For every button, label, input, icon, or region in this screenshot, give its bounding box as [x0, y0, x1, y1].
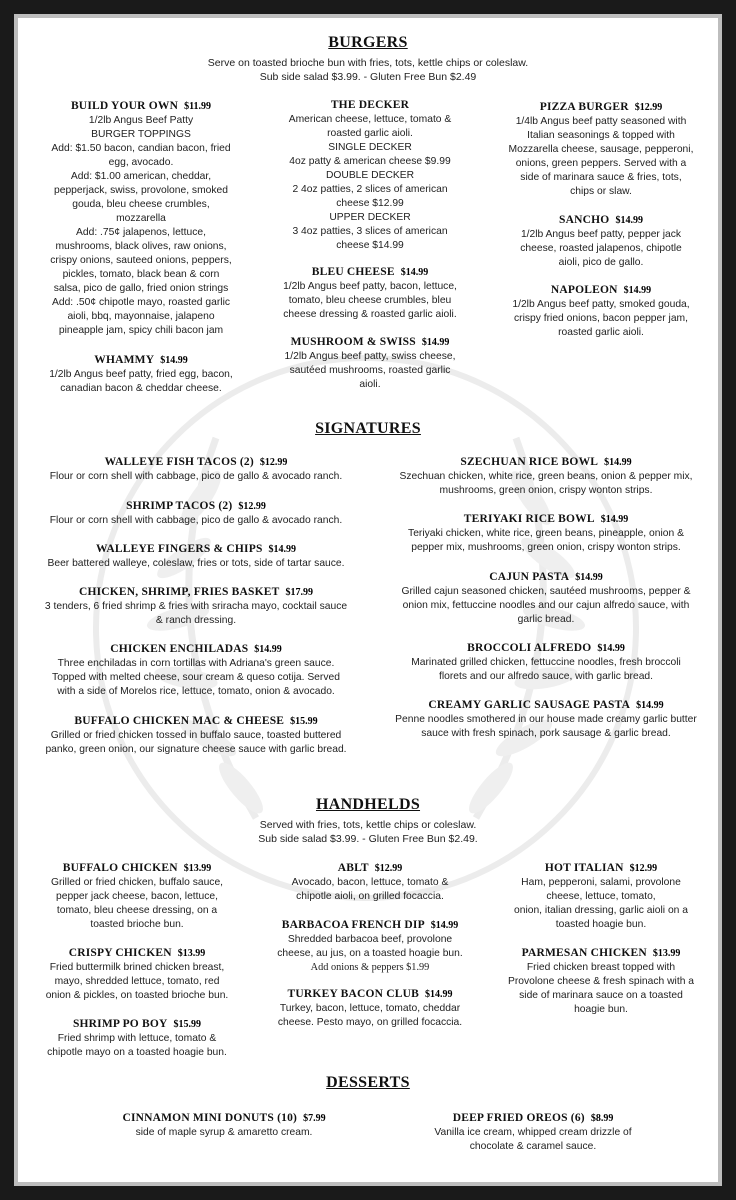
- item-desc-line: aioli.: [359, 379, 381, 390]
- item-desc-line: 3 tenders, 6 fried shrimp & fries with sriracha mayo, cocktail sauce: [44, 601, 348, 612]
- item-name: WALLEYE FINGERS & CHIPS: [95, 543, 263, 555]
- item-price: $7.99: [303, 1113, 326, 1124]
- item-desc-line: sauce with fresh spinach, pork sausage & garlic bread.: [421, 728, 671, 739]
- menu-item-parmesan-chicken: [484, 943, 718, 1017]
- item-desc-line: chips or slaw.: [570, 186, 632, 197]
- item-name: WHAMMY: [94, 354, 155, 366]
- item-name: CHICKEN ENCHILADAS: [110, 643, 249, 655]
- item-desc-line: cheese, au jus, on a toasted hoagie bun.: [277, 948, 463, 959]
- menu-item-walleye-fingers: [26, 539, 366, 571]
- item-desc-line: Grilled or fried chicken tossed in buffalo sauce, toasted buttered: [50, 730, 342, 741]
- item-name: PARMESAN CHICKEN: [521, 947, 647, 959]
- menu-item-the-decker: [254, 95, 486, 253]
- item-name: MUSHROOM & SWISS: [290, 336, 416, 348]
- item-desc-line: canadian bacon & cheddar cheese.: [60, 383, 222, 394]
- add-on-price: Add: $1.00: [70, 171, 121, 182]
- item-desc-line: 1/2lb Angus beef patty, smoked gouda,: [512, 299, 690, 310]
- item-desc-line: Topped with melted cheese, sour cream & queso cotija. Served: [52, 672, 340, 683]
- item-name: THE DECKER: [330, 99, 410, 111]
- item-desc-line: & ranch dressing.: [155, 615, 237, 626]
- item-desc-line: Fried shrimp with lettuce, tomato &: [57, 1033, 217, 1044]
- item-desc-line: mozzarella: [116, 213, 166, 224]
- item-price: $14.99: [421, 337, 450, 348]
- menu-item-broccoli-alfredo: [374, 638, 718, 684]
- item-name: SHRIMP TACOS (2): [126, 500, 233, 512]
- item-desc-line: Marinated grilled chicken, fettuccine noodles, fresh broccoli: [411, 657, 681, 668]
- item-price: $17.99: [285, 587, 314, 598]
- item-desc-line: Italian seasonings & topped with: [527, 130, 675, 141]
- item-desc-line: Beer battered walleye, coleslaw, fries or tots, side of tartar sauce.: [47, 558, 345, 569]
- item-desc-line: crispy fried onions, bacon pepper jam,: [514, 313, 688, 324]
- item-desc-line: chocolate & caramel sauce.: [469, 1141, 597, 1152]
- item-desc-line: side of marinara sauce on a toasted: [519, 990, 683, 1001]
- item-desc-line: hoagie bun.: [574, 1004, 628, 1015]
- item-desc-line: chipotle mayo on a toasted hoagie bun.: [47, 1047, 227, 1058]
- item-desc-line: toasted brioche bun.: [90, 919, 184, 930]
- item-desc-line: american, cheddar,: [120, 171, 212, 182]
- item-desc-line: Turkey, bacon, lettuce, tomato, cheddar: [279, 1003, 461, 1014]
- menu-item-hot-italian: [484, 858, 718, 932]
- item-desc-line: onion & pickles, on toasted brioche bun.: [45, 990, 229, 1001]
- burgers-intro-line-2: Sub side salad $3.99. - Gluten Free Bun $2.49: [259, 71, 477, 83]
- add-on-price: Add: .75¢: [76, 227, 121, 238]
- item-price: $14.99: [623, 285, 652, 296]
- item-name: SANCHO: [559, 214, 610, 226]
- item-desc-line: cheese, lettuce, tomato,: [546, 891, 656, 902]
- item-name: BROCCOLI ALFREDO: [467, 642, 592, 654]
- menu-item-cajun-pasta: [374, 567, 718, 627]
- item-price: $12.99: [238, 501, 266, 512]
- item-price: $14.99: [597, 643, 625, 654]
- item-desc-line: garlic bread.: [517, 614, 575, 625]
- item-price: $8.99: [590, 1113, 614, 1124]
- menu-item-creamy-garlic-sausage-pasta: [374, 695, 718, 741]
- item-desc-line: 1/2lb Angus beef patty, pepper jack: [520, 229, 682, 240]
- item-desc-line: Ham, pepperoni, salami, provolone: [521, 877, 681, 888]
- item-desc-line: with a side of Morelos rice, lettuce, tomato, onion & avocado.: [57, 686, 335, 697]
- menu-item-barbacoa-french-dip: [254, 915, 486, 975]
- item-name: CHICKEN, SHRIMP, FRIES BASKET: [78, 586, 280, 598]
- add-on-price: Add: $1.50: [51, 143, 102, 154]
- menu-item-turkey-bacon-club: [254, 984, 486, 1030]
- item-desc-line: aioli, bbq, mayonnaise, jalapeno: [67, 311, 215, 322]
- item-name: HOT ITALIAN: [544, 862, 624, 874]
- item-desc-line: chipotle aioli, on grilled focaccia.: [296, 891, 444, 902]
- item-price: $14.99: [160, 355, 188, 366]
- menu-item-deep-fried-oreos: [388, 1108, 678, 1154]
- handhelds-intro-line-1: Served with fries, tots, kettle chips or coleslaw.: [259, 819, 477, 831]
- menu-item-buffalo-chicken-mac: [26, 711, 366, 757]
- menu-item-chicken-enchiladas: [26, 639, 366, 699]
- item-price: $15.99: [290, 716, 318, 727]
- menu-item-pizza-burger: [484, 97, 718, 199]
- item-price: $12.99: [259, 457, 288, 468]
- item-price: $13.99: [183, 863, 212, 874]
- item-desc-line: mushrooms, green onion, crispy wonton strips.: [439, 485, 653, 496]
- item-name: WALLEYE FISH TACOS (2): [104, 456, 254, 468]
- item-name: CINNAMON MINI DONUTS (10): [122, 1112, 298, 1124]
- handhelds-heading: HANDHELDS: [315, 796, 421, 813]
- item-desc-line: toasted hoagie bun.: [555, 919, 647, 930]
- menu-item-szechuan-rice-bowl: [374, 452, 718, 498]
- item-desc-line: Grilled cajun seasoned chicken, sautéed mushrooms, pepper &: [401, 586, 691, 597]
- item-price: $14.99: [254, 644, 282, 655]
- item-desc-line: 3 4oz patties, 3 slices of american: [292, 226, 448, 237]
- item-desc-line: BURGER TOPPINGS: [91, 129, 191, 140]
- menu-item-sancho: [484, 210, 718, 270]
- item-desc-line: Shredded barbacoa beef, provolone: [287, 934, 453, 945]
- item-desc-line: Vanilla ice cream, whipped cream drizzle of: [434, 1127, 632, 1138]
- item-price: $14.99: [600, 514, 629, 525]
- item-price: $14.99: [636, 700, 664, 711]
- item-price: $14.99: [400, 267, 429, 278]
- item-price: $14.99: [615, 215, 643, 226]
- menu-item-ablt: [254, 858, 486, 904]
- item-name: PIZZA BURGER: [539, 101, 629, 113]
- item-price: $14.99: [430, 920, 459, 931]
- item-desc-line: bacon, candian bacon, fried: [101, 143, 231, 154]
- add-on-price: Add: .50¢: [51, 297, 97, 308]
- item-desc-line: cheese $14.99: [336, 240, 404, 251]
- item-price: $13.99: [652, 948, 681, 959]
- item-desc-line: cheese dressing & roasted garlic aioli.: [283, 309, 457, 320]
- item-desc-line: Flour or corn shell with cabbage, pico de gallo & avocado ranch.: [49, 471, 343, 482]
- item-name: BUILD YOUR OWN: [70, 100, 179, 112]
- item-desc-line: mushrooms, black olives, raw onions,: [55, 241, 227, 252]
- item-name: BUFFALO CHICKEN MAC & CHEESE: [74, 715, 285, 727]
- item-desc-line: aioli, pico de gallo.: [558, 257, 644, 268]
- item-desc-line: 1/4lb Angus beef patty seasoned with: [515, 116, 687, 127]
- item-desc-line: sautéed mushrooms, roasted garlic: [289, 365, 451, 376]
- item-desc-line: 2 4oz patties, 2 slices of american: [292, 184, 448, 195]
- item-name: BLEU CHEESE: [311, 266, 395, 278]
- signatures-heading: SIGNATURES: [315, 420, 421, 437]
- item-desc-line: crispy onions, sauteed onions, peppers,: [50, 255, 232, 266]
- item-desc-line: Szechuan chicken, white rice, green beans, onion & pepper mix,: [399, 471, 693, 482]
- item-name: BARBACOA FRENCH DIP: [281, 919, 425, 931]
- burgers-heading: BURGERS: [328, 34, 408, 51]
- item-price: $14.99: [604, 457, 632, 468]
- item-price: $14.99: [575, 572, 603, 583]
- item-desc-line: side of maple syrup & amaretto cream.: [135, 1127, 313, 1138]
- item-desc-line: Fried chicken breast topped with: [526, 962, 676, 973]
- item-desc-line: jalapenos, lettuce,: [120, 227, 206, 238]
- item-desc-line: 1/2lb Angus beef patty, swiss cheese,: [284, 351, 456, 362]
- menu-item-shrimp-tacos: [26, 496, 366, 528]
- item-desc-line: pineapple jam, spicy chili bacon jam: [58, 325, 224, 336]
- item-name: SZECHUAN RICE BOWL: [460, 456, 599, 468]
- item-desc-line: American cheese, lettuce, tomato &: [288, 114, 452, 125]
- item-price: $11.99: [184, 101, 212, 112]
- item-desc-line: roasted garlic aioli.: [558, 327, 644, 338]
- item-name: DEEP FRIED OREOS (6): [452, 1112, 585, 1124]
- menu-item-whammy: [18, 350, 264, 396]
- item-desc-line: side of marinara sauce & fries, tots,: [520, 172, 682, 183]
- menu-item-mushroom-swiss: [254, 332, 486, 392]
- item-desc-line: Fried buttermilk brined chicken breast,: [49, 962, 225, 973]
- item-name: BUFFALO CHICKEN: [62, 862, 178, 874]
- item-desc-line: Flour or corn shell with cabbage, pico de gallo & avocado ranch.: [49, 515, 343, 526]
- item-name: ABLT: [337, 862, 369, 874]
- item-desc-line: DOUBLE DECKER: [325, 170, 415, 181]
- item-desc-line: Mozzarella cheese, sausage, pepperoni,: [508, 144, 694, 155]
- item-desc-line: 1/2lb Angus beef patty, bacon, lettuce,: [283, 281, 457, 292]
- item-desc-line: onion mix, fettuccine noodles and our cajun alfredo sauce, with: [402, 600, 690, 611]
- menu-item-cinnamon-mini-donuts: [74, 1108, 374, 1140]
- item-price: $14.99: [424, 989, 453, 1000]
- item-name: CREAMY GARLIC SAUSAGE PASTA: [428, 699, 631, 711]
- item-desc-line: pickles, tomato, black bean & corn: [62, 269, 220, 280]
- menu-page: [14, 14, 722, 1186]
- item-desc-line: cheese. Pesto mayo, on grilled focaccia.: [277, 1017, 463, 1028]
- item-desc-line: cheese $12.99: [336, 198, 404, 209]
- item-name: TERIYAKI RICE BOWL: [463, 513, 595, 525]
- item-desc-line: gouda, bleu cheese crumbles,: [72, 199, 210, 210]
- item-price: $12.99: [629, 863, 658, 874]
- item-price: $12.99: [634, 102, 663, 113]
- menu-item-buffalo-chicken: [20, 858, 254, 932]
- item-desc-line: cheese, roasted jalapenos, chipotle: [520, 243, 682, 254]
- menu-item-crispy-chicken: [20, 943, 254, 1003]
- item-desc-line: 1/2lb Angus beef patty, fried egg, bacon,: [49, 369, 233, 380]
- handhelds-intro-line-2: Sub side salad $3.99. - Gluten Free Bun $2.49.: [258, 833, 478, 845]
- item-desc-line: Teriyaki chicken, white rice, green beans, pineapple, onion &: [408, 528, 684, 539]
- item-desc-line: pepperjack, swiss, provolone, smoked: [54, 185, 228, 196]
- item-desc-line: Provolone cheese & fresh spinach with a: [507, 976, 695, 987]
- item-desc-line: mayo, shredded lettuce, tomato, red: [54, 976, 220, 987]
- item-price: $13.99: [177, 948, 206, 959]
- item-desc-line: tomato, bleu cheese crumbles, bleu: [288, 295, 452, 306]
- menu-item-chicken-shrimp-fries-basket: [26, 582, 366, 628]
- menu-item-napoleon: [484, 280, 718, 340]
- menu-item-shrimp-po-boy: [20, 1014, 254, 1060]
- item-add-on-line: Add onions & peppers $1.99: [310, 962, 430, 973]
- item-desc-line: panko, green onion, our signature cheese sauce with garlic bread.: [45, 744, 347, 755]
- menu-item-bleu-cheese: [254, 262, 486, 322]
- item-desc-line: 4oz patty & american cheese $9.99: [289, 156, 451, 167]
- item-name: TURKEY BACON CLUB: [287, 988, 419, 1000]
- item-desc-line: pepper jack cheese, bacon, lettuce,: [56, 891, 218, 902]
- item-price: $12.99: [374, 863, 403, 874]
- item-name: CRISPY CHICKEN: [68, 947, 172, 959]
- desserts-heading: DESSERTS: [326, 1074, 410, 1091]
- item-price: $15.99: [173, 1019, 202, 1030]
- item-desc-line: UPPER DECKER: [329, 212, 411, 223]
- item-desc-line: tomato, bleu cheese dressing, on a: [56, 905, 218, 916]
- item-desc-line: 1/2lb Angus Beef Patty: [88, 115, 194, 126]
- menu-item-walleye-fish-tacos: [26, 452, 366, 484]
- item-desc-line: Three enchiladas in corn tortillas with Adriana's green sauce.: [57, 658, 335, 669]
- item-desc-line: Grilled or fried chicken, buffalo sauce,: [50, 877, 224, 888]
- item-desc-line: onion, italian dressing, garlic aioli on a: [513, 905, 688, 916]
- menu-item-build-your-own: [18, 96, 264, 338]
- item-desc-line: roasted garlic aioli.: [327, 128, 413, 139]
- item-desc-line: chipotle mayo, roasted garlic: [96, 297, 231, 308]
- item-name: NAPOLEON: [550, 284, 618, 296]
- item-desc-line: florets and our alfredo sauce, with garlic bread.: [438, 671, 654, 682]
- item-name: CAJUN PASTA: [489, 571, 570, 583]
- item-desc-line: onions, green peppers. Served with a: [515, 158, 687, 169]
- menu-item-teriyaki-rice-bowl: [374, 509, 718, 555]
- item-desc-line: pepper mix, mushrooms, green onion, crispy wonton strips.: [411, 542, 681, 553]
- item-desc-line: egg, avocado.: [108, 157, 174, 168]
- item-desc-line: SINGLE DECKER: [328, 142, 412, 153]
- item-name: SHRIMP PO BOY: [72, 1018, 168, 1030]
- item-desc-line: Penne noodles smothered in our house made creamy garlic butter: [395, 714, 697, 725]
- item-price: $14.99: [268, 544, 297, 555]
- burgers-intro-line-1: Serve on toasted brioche bun with fries, tots, kettle chips or coleslaw.: [207, 57, 529, 69]
- item-desc-line: Avocado, bacon, lettuce, tomato &: [291, 877, 449, 888]
- item-desc-line: salsa, pico de gallo, fried onion strings: [53, 283, 229, 294]
